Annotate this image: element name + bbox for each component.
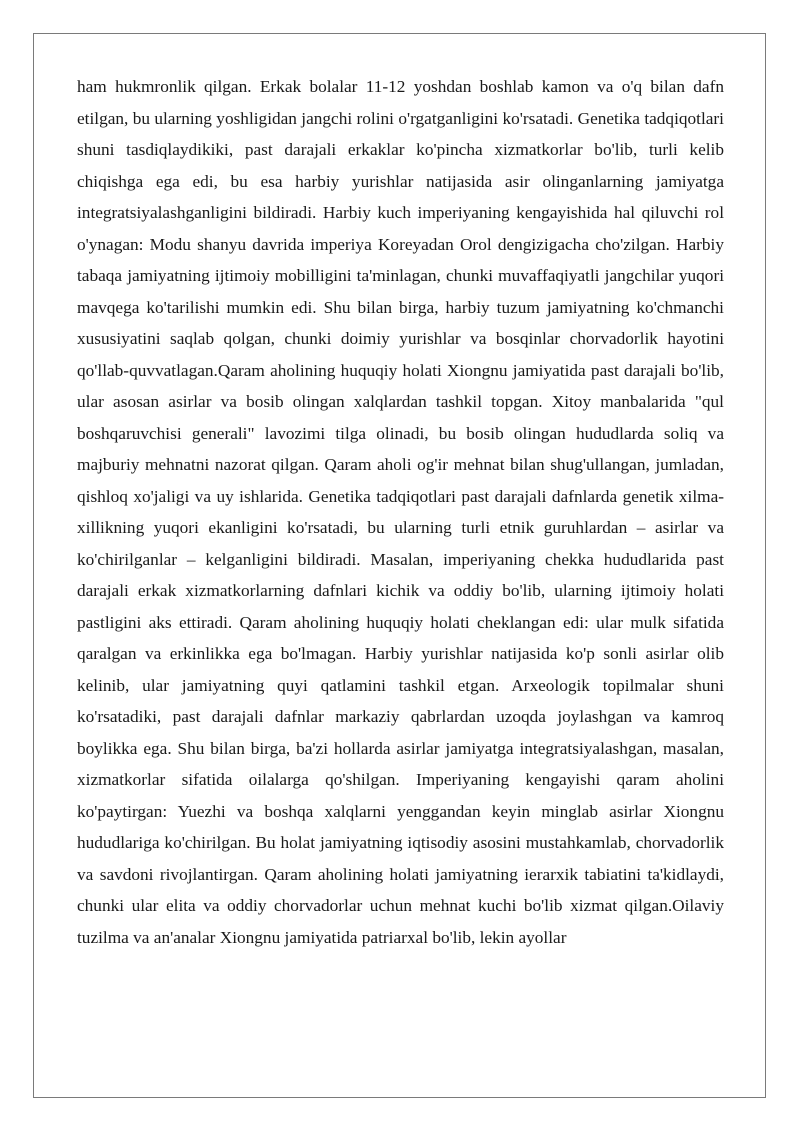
body-paragraph: ham hukmronlik qilgan. Erkak bolalar 11-12 yoshdan boshlab kamon va o'q bilan dafn etilgan, bu ularning yoshligidan jangchi rolini o'rgatganligini ko'rsatadi. Genetika tadqiqotlari shuni tasdiqlaydikiki, past darajali erkaklar ko'pincha xizmatkorlar bo'lib, turli kelib chiqishga ega edi, bu esa harbiy yurishlar natijasida asir olinganlarning jamiyatga integratsiyalashganligini bildiradi. Harbiy kuch imperiyaning kengayishida hal qiluvchi rol o'ynagan: Modu shanyu davrida imperiya Koreyadan Orol dengizigacha cho'zilgan. Harbiy tabaqa jamiyatning ijtimoiy mobilligini ta'minlagan, chunki muvaffaqiyatli jangchilar yuqori mavqega ko'tarilishi mumkin edi. Shu bilan birga, harbiy tuzum jamiyatning ko'chmanchi xususiyatini saqlab qolgan, chunki doimiy yurishlar va bosqinlar chorvadorlik hayotini qo'llab-quvvatlagan.Qaram aholining huquqiy holati Xiongnu jamiyatida past darajali bo'lib, ular asosan asirlar va bosib olingan xalqlardan tashkil topgan. Xitoy manbalarida "qul boshqaruvchisi generali" lavozimi tilga olinadi, bu bosib olingan hududlarda soliq va majburiy mehnatni nazorat qilgan. Qaram aholi og'ir mehnat bilan shug'ullangan, jumladan, qishloq xo'jaligi va uy ishlarida. Genetika tadqiqotlari past darajali dafnlarda genetik xilma-xillikning yuqori ekanligini ko'rsatadi, bu ularning turli etnik guruhlardan – asirlar va ko'chirilganlar – kelganligini bildiradi. Masalan, imperiyaning chekka hududlarida past darajali erkak xizmatkorlarning dafnlari kichik va oddiy bo'lib, ularning ijtimoiy holati pastligini aks ettiradi. Qaram aholining huquqiy holati cheklangan edi: ular mulk sifatida qaralgan va erkinlikka ega bo'lmagan. Harbiy yurishlar natijasida ko'p sonli asirlar olib kelinib, ular jamiyatning quyi qatlamini tashkil etgan. Arxeologik topilmalar shuni ko'rsatadiki, past darajali dafnlar markaziy qabrlardan uzoqda joylashgan va kamroq boylikka ega. Shu bilan birga, ba'zi hollarda asirlar jamiyatga integratsiyalashgan, masalan, xizmatkorlar sifatida oilalarga qo'shilgan. Imperiyaning kengayishi qaram aholini ko'paytirgan: Yuezhi va boshqa xalqlarni yenggandan keyin minglab asirlar Xiongnu hududlariga ko'chirilgan. Bu holat jamiyatning iqtisodiy asosini mustahkamlab, chorvadorlik va savdoni rivojlantirgan. Qaram aholining holati jamiyatning ierarxik tabiatini ta'kidlaydi, chunki ular elita va oddiy chorvadorlar uchun mehnat kuchi bo'lib xizmat qilgan.Oilaviy tuzilma va an'analar Xiongnu jamiyatida patriarxal bo'lib, lekin ayollar [77,77,724,947]
